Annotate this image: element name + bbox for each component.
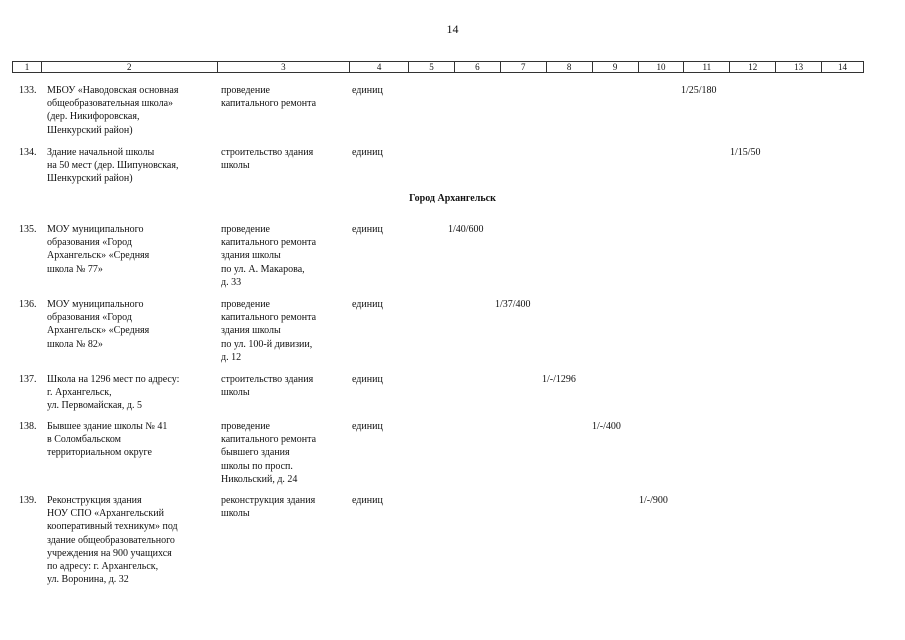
unit-cell: единиц (352, 421, 383, 432)
object-name: МОУ муниципального образования «Город Архангельск» «Средняя школа № 77» (47, 224, 150, 275)
header-cell: 14 (838, 62, 848, 72)
row-number: 133. (19, 85, 37, 96)
unit-cell: единиц (352, 147, 383, 158)
row-number: 134. (19, 147, 37, 158)
header-cell: 8 (547, 62, 593, 72)
header-cell: 1 (13, 62, 42, 72)
row-number: 135. (19, 224, 37, 235)
value-cell: 1/15/50 (730, 147, 761, 158)
object-name: МБОУ «Наводовская основная общеобразовательная школа» (дер. Никифоровская, Шенкурский район) (47, 85, 179, 136)
unit-cell: единиц (352, 495, 383, 506)
header-cell: 3 (218, 62, 351, 72)
unit-cell: единиц (352, 374, 383, 385)
work-type: строительство здания школы (221, 374, 314, 399)
header-cell: 4 (350, 62, 409, 72)
header-cell: 9 (593, 62, 639, 72)
value-cell: 1/40/600 (448, 224, 484, 235)
header-cell: 12 (730, 62, 776, 72)
object-name: Здание начальной школы на 50 мест (дер. Шипуновская, Шенкурский район) (47, 147, 179, 185)
row-number: 136. (19, 299, 37, 310)
table-header-row (12, 61, 864, 73)
header-cell: 13 (776, 62, 822, 72)
unit-cell: единиц (352, 224, 383, 235)
object-name: Школа на 1296 мест по адресу: г. Архангельск, ул. Первомайская, д. 5 (47, 374, 180, 412)
work-type: проведение капитального ремонта бывшего здания школы по просп. Никольский, д. 24 (221, 421, 317, 485)
value-cell: 1/25/180 (681, 85, 717, 96)
work-type: реконструкция здания школы (221, 495, 316, 520)
row-number: 139. (19, 495, 37, 506)
section-title: Город Архангельск (409, 193, 496, 204)
row-number: 137. (19, 374, 37, 385)
work-type: строительство здания школы (221, 147, 314, 172)
header-cell: 7 (501, 62, 547, 72)
value-cell: 1/-/1296 (542, 374, 576, 385)
header-cell: 11 (684, 62, 730, 72)
value-cell: 1/-/900 (639, 495, 668, 506)
unit-cell: единиц (352, 299, 383, 310)
object-name: МОУ муниципального образования «Город Архангельск» «Средняя школа № 82» (47, 299, 150, 350)
row-number: 138. (19, 421, 37, 432)
unit-cell: единиц (352, 85, 383, 96)
value-cell: 1/37/400 (495, 299, 531, 310)
work-type: проведение капитального ремонта (221, 85, 317, 110)
work-type: проведение капитального ремонта здания школы по ул. 100-й дивизии, д. 12 (221, 299, 317, 363)
header-cell: 10 (639, 62, 685, 72)
object-name: Бывшее здание школы № 41 в Соломбальском территориальном округе (47, 421, 168, 459)
header-cell: 5 (409, 62, 455, 72)
header-cell: 6 (455, 62, 501, 72)
work-type: проведение капитального ремонта здания школы по ул. А. Макарова, д. 33 (221, 224, 317, 288)
value-cell: 1/-/400 (592, 421, 621, 432)
page-number: 14 (446, 22, 459, 36)
object-name: Реконструкция здания НОУ СПО «Архангельский кооперативный техникум» под здание общеобразовательного учреждения на 900 учащихся по адресу: г. Архангельск, ул. Воронина, д. 32 (47, 495, 178, 586)
header-cell: 2 (42, 62, 218, 72)
